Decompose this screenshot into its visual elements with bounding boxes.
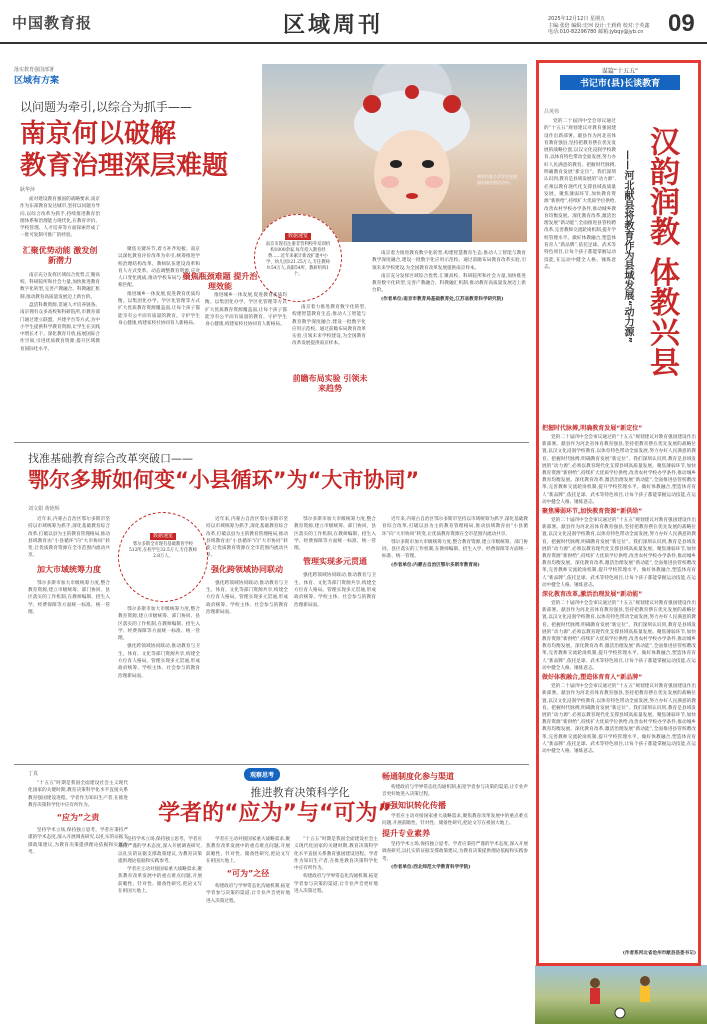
mid-col-3 <box>206 516 288 756</box>
mid-col-4-para-1: 鄂尔多斯市加大市级统筹力度,整合教育资源,建立市级统筹、部门协同、县区落实的工作机制,在教师编制、招生入学、经费保障等方面统一标准、统一管理。 <box>294 517 376 552</box>
feature-subhead-1: 把握时代脉搏,明确教育发展“新定位” <box>542 425 643 432</box>
feature-para-1: 党的二十届四中全会审议通过的“十五五”规划建议对教育强国建设作出新部署。献县作为河北省体育教育强县,坚持把教育摆在优先发展的战略位置,以汉文化浸润学校教育,以体育特色带动全面发展,努力办好人民满意的教育。把握时代脉搏,明确教育发展“新定位”。我们深刻认识到,教育是县域发展的“动力源”,必须以教育现代化支撑县域高质量发展。聚焦薄弱环节,加快教育资源“新供给”,持续扩大优质学位供给,改善农村学校办学条件,推动城乡教育均衡发展。深化教育改革,激活治理发展“新动能”,全面推进县管校聘改革,完善教师交流轮岗机制,提升学校管理水平。做好体教融合,塑造体育育人“新品牌”,依托足球、武术等特色项目,让每个孩子都能掌握运动技能,在运动中健全人格、锤炼意志。 <box>542 435 696 505</box>
mid-col-1-para-1: 近年来,内蒙古自治区鄂尔多斯市坚持以市域统筹为抓手,深化基础教育综合改革,打破以县为主的教育管理格局,推动县域教育由“小县循环”向“大市协同”转变,让优质教育资源在全市范围内流动共享。 <box>28 517 110 559</box>
divider-1 <box>14 442 529 443</box>
feature-byline: 吕英伟 <box>544 109 560 115</box>
soccer-players-illustration <box>535 965 707 1024</box>
photo-caption: 南京市某小学学生在校园京剧社团活动中。 <box>477 174 517 185</box>
feature-title: 汉韵润教 体教兴县 <box>644 126 679 377</box>
mid-headline: 鄂尔多斯如何变“小县循环”为“大市协同” <box>28 468 420 492</box>
mid-col-3-para-2: 强化跨领域协同联动,推动教育与卫生、体育、文化等部门资源共享,构建全方位育人格局。管理实现多元贯通,形成政府统筹、学校主体、社会参与的教育治理新局面。 <box>206 580 288 615</box>
feature-intro-col <box>544 118 616 418</box>
feature-column-kicker: 谋篇“十五五” <box>601 68 639 75</box>
divider-2 <box>14 764 529 765</box>
bottom-subhead-1: “应为”之责 <box>56 813 100 823</box>
editor-line: 主编:张倍 编辑:史珂 设计:王莉莉 校对:于英鑫 <box>548 22 650 29</box>
bottom-subhead-3: 畅通制度化参与渠道 <box>382 772 454 781</box>
top-subhead-1: 汇聚优势动能 激发创新潜力 <box>22 245 98 265</box>
feature-column-head <box>560 66 680 90</box>
feature-column-title: 书记市(县)长谈教育 <box>560 75 680 90</box>
bottom-subhead-4: 加强知识转化传播 <box>382 800 446 810</box>
phone-line: 电话:010-82296780 邮箱:jybqy@jyb.cn <box>548 29 644 35</box>
mid-col-4-para-2: 强化跨领域协同联动,推动教育与卫生、体育、文化等部门资源共享,构建全方位育人格局。管理实现多元贯通,形成政府统筹、学校主体、社会参与的教育治理新局面。 <box>294 573 376 608</box>
feature-subhead-4: 做好体教融合,塑造体育育人“新品牌” <box>542 674 643 682</box>
masthead-meta <box>548 16 650 36</box>
mid-kicker: 找准基础教育综合改革突破口—— <box>28 452 193 465</box>
top-col-5 <box>372 250 526 434</box>
top-byline: 耿华萍 <box>20 187 36 193</box>
mid-data-box <box>118 512 208 602</box>
bottom-kicker: 推进教育决策科学化 <box>250 786 350 799</box>
column-tag-block <box>14 66 124 88</box>
soccer-photo <box>535 965 707 1024</box>
top-headline-line2: 教育治理深层难题 <box>20 151 229 181</box>
feature-subhead-3: 深化教育改革,激活治理发展“新动能” <box>542 591 643 599</box>
feature-para-3: 党的二十届四中全会审议通过的“十五五”规划建议对教育强国建设作出新部署。献县作为河北省体育教育强县,坚持把教育摆在优先发展的战略位置,以汉文化浸润学校教育,以体育特色带动全面发展,努力办好人民满意的教育。把握时代脉搏,明确教育发展“新定位”。我们深刻认识到,教育是县域发展的“动力源”,必须以教育现代化支撑县域高质量发展。聚焦薄弱环节,加快教育资源“新供给”,持续扩大优质学位供给,改善农村学校办学条件,推动城乡教育均衡发展。深化教育改革,激活治理发展“新动能”,全面推进县管校聘改革,完善教师交流轮岗机制,提升学校管理水平。做好体教融合,塑造体育育人“新品牌”,依托足球、武术等特色项目,让每个孩子都能掌握运动技能,在运动中健全人格、锤炼意志。 <box>542 601 696 671</box>
bottom-col-4-para-1: “十五五”时期是我国全面建设社会主义现代化国家的关键时期,教育决策科学化水平直接关系教育强国建设进程。学者作为知识生产者,在推进教育决策科学化中应有所作为。 <box>294 837 378 872</box>
top-kicker: 以问题为牵引,以综合为抓手—— <box>20 100 192 114</box>
top-col-3-para-1: 推进城乡一体发展,促进教育优质均衡。以集团化办学、学区化管理等方式扩大优质教育资源覆盖面,让每个孩子都能享有公平而有质量的教育。守护学生身心健康,构建家校社协同育人新格局。 <box>205 293 287 328</box>
bottom-headline: 学者的“应为”与“可为” <box>158 801 392 826</box>
bottom-col-5-para-2: 学者应主动对接国家重大战略需求,聚焦教育改革发展中的重点难点问题,开展前瞻性、针对性、储备性研究,把论文写在祖国大地上。 <box>382 813 528 826</box>
feature-intro: 党的二十届四中全会审议通过的“十五五”规划建议对教育强国建设作出新部署。献县作为河北省体育教育强县,坚持把教育摆在优先发展的战略位置,以汉文化浸润学校教育,以体育特色带动全面发展,努力办好人民满意的教育。把握时代脉搏,明确教育发展“新定位”。我们深刻认识到,教育是县域发展的“动力源”,必须以教育现代化支撑县域高质量发展。聚焦薄弱环节,加快教育资源“新供给”,持续扩大优质学位供给,改善农村学校办学条件,推动城乡教育均衡发展。深化教育改革,激活治理发展“新动能”,全面推进县管校聘改革,完善教师交流轮岗机制,提升学校管理水平。做好体教融合,塑造体育育人“新品牌”,依托足球、武术等特色项目,让每个孩子都能掌握运动技能,在运动中健全人格、锤炼意志。 <box>544 119 616 270</box>
top-col-4-para-1: 南京着力推进教育数字化转型,构建智慧教育生态,推动人工智能与教育教学深度融合,建设一批数字化应用示范校。通过前瞻布局教育改革实验,引领未来学校建设,为全国教育改革发展提供南京样本。 <box>292 305 366 347</box>
bottom-col-5-para-3: 坚持学术立场,保持独立思考。学者应秉持严谨的学术态度,深入开展调查研究,以扎实的证据支撑政策建议,为教育决策提供理论依据和实践参考。 <box>382 842 528 862</box>
mid-data-text: 鄂尔多斯全市现有基础教育学校512所,在校学生33.5万人,专任教师2.8万人。 <box>129 542 197 559</box>
mid-author-note: (作者单位:内蒙古自治区鄂尔多斯市教育局) <box>391 562 480 568</box>
bottom-col-4-para-2: 构建政府与学界常态化沟通机制,拓宽学者参与决策的渠道,让专业声音更好地进入决策过程。 <box>294 874 378 895</box>
page-number: 09 <box>668 10 695 37</box>
top-data-text: 南京市现有注册非营利校外培训机构1000余家,每年投入教育经费……近年来累计新改扩建中小学、幼儿园121.25万人,专任教师9.54万人,高职54所、教研机构1个。 <box>265 242 331 277</box>
feature-para-4: 党的二十届四中全会审议通过的“十五五”规划建议对教育强国建设作出新部署。献县作为河北省体育教育强县,坚持把教育摆在优先发展的战略位置,以汉文化浸润学校教育,以体育特色带动全面发展,努力办好人民满意的教育。把握时代脉搏,明确教育发展“新定位”。我们深刻认识到,教育是县域发展的“动力源”,必须以教育现代化支撑县域高质量发展。聚焦薄弱环节,加快教育资源“新供给”,持续扩大优质学位供给,改善农村学校办学条件,推动城乡教育均衡发展。深化教育改革,激活治理发展“新动能”,全面推进县管校聘改革,完善教师交流轮岗机制,提升学校管理水平。做好体教融合,塑造体育育人“新品牌”,依托足球、武术等特色项目,让每个孩子都能掌握运动技能,在运动中健全人格、锤炼意志。 <box>542 684 696 754</box>
mid-subhead-1: 加大市域统筹力度 <box>37 564 101 574</box>
mid-col-3-para-1: 近年来,内蒙古自治区鄂尔多斯市坚持以市域统筹为抓手,深化基础教育综合改革,打破以县为主的教育管理格局,推动县域教育由“小县循环”向“大市协同”转变,让优质教育资源在全市范围内流动共享。 <box>206 517 288 559</box>
column-kicker: 落实教育强国部署 <box>14 67 55 73</box>
mid-col-4 <box>294 516 376 756</box>
mid-col-5 <box>382 516 528 756</box>
date-line: 2025年12月12日 星期五 <box>548 16 606 22</box>
bottom-col-4 <box>294 836 378 1014</box>
top-col-5-para-1: 南京着力推进教育数字化转型,构建智慧教育生态,推动人工智能与教育教学深度融合,建设一批数字化应用示范校。通过前瞻布局教育改革实验,引领未来学校建设,为全国教育改革发展提供南京样本。 <box>372 251 526 271</box>
top-col-5-para-2: 南京充分发挥区域综合优势,汇聚高校、科研院所和社会力量,加快推进教育数字化转型,完善产教融合、科教融汇机制,推动教育高质量发展迈上新台阶。 <box>372 273 526 294</box>
mid-col-2 <box>118 606 200 756</box>
feature-body <box>542 424 696 960</box>
top-data-tag: 数据速览 <box>285 233 311 240</box>
mid-col-5-para-2: 鄂尔多斯市加大市级统筹力度,整合教育资源,建立市级统筹、部门协同、县区落实的工作机制,在教师编制、招生入学、经费保障等方面统一标准、统一管理。 <box>382 539 528 560</box>
bottom-col-1-para-1: “十五五”时期是我国全面建设社会主义现代化国家的关键时期,教育决策科学化水平直接关系教育强国建设进程。学者作为知识生产者,在推进教育决策科学化中应有所作为。 <box>28 781 128 808</box>
mid-col-1 <box>28 516 110 756</box>
top-col-1-para-1: 面对建设教育强国的战略要求,南京作为东部教育发达城市,坚持以问题为导向,以综合改革为抓手,持续推进教育治理体系和治理能力现代化,在教育评价、学校管理、人才培养等方面探索形成了一批可复制可推广的经验。 <box>20 197 100 239</box>
top-col-1-para-3: 盘活科教资源,贯通人才培养链条。南京拥有众多高校和科研院所,市教育部门通过建立联盟、共建平台等方式,为中小学生提供科学教育资源,让学生在实践中增长才干。深化教育开放,拓展国际合作空间,引进优质教育资源,提升区域教育国际化水平。 <box>20 302 100 352</box>
top-headline-line1: 南京何以破解 <box>20 119 177 149</box>
top-author-note: (作者单位:南京市教育局基础教育处,江苏省教育科学研究院) <box>381 296 504 302</box>
bottom-col-3-para-1: 学者应主动对接国家重大战略需求,聚焦教育改革发展中的重点难点问题,开展前瞻性、针对性、储备性研究,把论文写在祖国大地上。 <box>206 837 290 864</box>
newspaper-logo: 中国教育报 <box>12 14 93 32</box>
bottom-col-2-para-1: 坚持学术立场,保持独立思考。学者应秉持严谨的学术态度,深入开展调查研究,以扎实的证据支撑政策建议,为教育决策提供理论依据和实践参考。 <box>118 837 202 864</box>
mid-data-tag: 数据速览 <box>150 533 176 540</box>
top-col-1-para-2: 南京充分发挥区域综合优势,汇聚高校、科研院所和社会力量,加快推进教育数字化转型,完善产教融合、科教融汇机制,推动教育高质量发展迈上新台阶。 <box>20 272 100 300</box>
mid-col-2-para-1: 鄂尔多斯市加大市级统筹力度,整合教育资源,建立市级统筹、部门协同、县区落实的工作机制,在教师编制、招生入学、经费保障等方面统一标准、统一管理。 <box>118 607 200 642</box>
column-tag: 区域有方案 <box>14 76 60 86</box>
top-col-2-para-1: 聚焦关键环节,着力补齐短板。南京以深化教育评价改革为牵引,统筹推进学校治理结构改革、教师队伍建设改革和育人方式变革。动态调整教育资源,应对人口变化挑战,推动学校布局与人口分布相匹配。 <box>118 247 200 289</box>
mid-col-5-para-1: 近年来,内蒙古自治区鄂尔多斯市坚持以市域统筹为抓手,深化基础教育综合改革,打破以县为主的教育管理格局,推动县域教育由“小县循环”向“大市协同”转变,让优质教育资源在全市范围内流动共享。 <box>382 517 528 537</box>
mid-col-1-para-2: 鄂尔多斯市加大市级统筹力度,整合教育资源,建立市级统筹、部门协同、县区落实的工作机制,在教师编制、招生入学、经费保障等方面统一标准、统一管理。 <box>28 580 110 615</box>
mid-subhead-2: 强化跨领域协同联动 <box>211 564 283 574</box>
bottom-col-1-para-2: 坚持学术立场,保持独立思考。学者应秉持严谨的学术态度,深入开展调查研究,以扎实的证据支撑政策建议,为教育决策提供理论依据和实践参考。 <box>28 828 128 856</box>
bottom-col-5-para-1: 构建政府与学界常态化沟通机制,拓宽学者参与决策的渠道,让专业声音更好地进入决策过程。 <box>382 785 528 798</box>
top-col-2-para-2: 推进城乡一体发展,促进教育优质均衡。以集团化办学、学区化管理等方式扩大优质教育资源覆盖面,让每个孩子都能享有公平而有质量的教育。守护学生身心健康,构建家校社协同育人新格局。 <box>118 291 200 326</box>
top-subhead-2: 聚焦瓶颈难题 提升治理效能 <box>182 272 258 291</box>
mid-byline: 刘文娟 黄艳辉 <box>28 506 60 512</box>
feature-subtitle: ——河北献县将教育作为县域发展“动力源” <box>622 150 633 344</box>
bottom-byline: 丁真 <box>28 771 39 777</box>
top-subhead-3: 前瞻布局实验 引领未来趋势 <box>292 374 368 393</box>
mid-subhead-3: 管理实现多元贯通 <box>303 557 367 567</box>
top-headline <box>20 118 270 182</box>
bottom-col-2 <box>118 836 202 1014</box>
top-col-4 <box>292 304 366 434</box>
top-data-box <box>254 214 342 302</box>
bottom-author-note: (作者单位:西北师范大学教育科学学院) <box>391 865 471 871</box>
feature-author-note: (作者系河北省沧州市献县县委书记) <box>622 951 696 956</box>
top-col-3 <box>205 292 287 434</box>
bottom-col-3-para-2: 构建政府与学界常态化沟通机制,拓宽学者参与决策的渠道,让专业声音更好地进入决策过程。 <box>206 884 290 904</box>
bottom-col-1 <box>28 780 128 1014</box>
bottom-subhead-2: “可为”之径 <box>226 869 270 879</box>
bottom-col-5 <box>382 770 528 1014</box>
feature-para-2: 党的二十届四中全会审议通过的“十五五”规划建议对教育强国建设作出新部署。献县作为河北省体育教育强县,坚持把教育摆在优先发展的战略位置,以汉文化浸润学校教育,以体育特色带动全面发展,努力办好人民满意的教育。把握时代脉搏,明确教育发展“新定位”。我们深刻认识到,教育是县域发展的“动力源”,必须以教育现代化支撑县域高质量发展。聚焦薄弱环节,加快教育资源“新供给”,持续扩大优质学位供给,改善农村学校办学条件,推动城乡教育均衡发展。深化教育改革,激活治理发展“新动能”,全面推进县管校聘改革,完善教师交流轮岗机制,提升学校管理水平。做好体教融合,塑造体育育人“新品牌”,依托足球、武术等特色项目,让每个孩子都能掌握运动技能,在运动中健全人格、锤炼意志。 <box>542 518 696 588</box>
section-title: 区域周刊 <box>283 12 384 38</box>
bottom-tag: 观察思考 <box>244 768 280 781</box>
top-col-1 <box>20 196 100 434</box>
bottom-subhead-5: 提升专业素养 <box>382 829 430 839</box>
top-subhead-2-box <box>180 272 260 292</box>
bottom-col-2-para-2: 学者应主动对接国家重大战略需求,聚焦教育改革发展中的重点难点问题,开展前瞻性、针对性、储备性研究,把论文写在祖国大地上。 <box>118 867 202 895</box>
bottom-col-3 <box>206 836 290 1014</box>
feature-subhead-2: 聚焦薄弱环节,加快教育资源“新供给” <box>542 508 643 516</box>
top-subhead-3-box <box>292 374 368 394</box>
mid-col-2-para-2: 强化跨领域协同联动,推动教育与卫生、体育、文化等部门资源共享,构建全方位育人格局。管理实现多元贯通,形成政府统筹、学校主体、社会参与的教育治理新局面。 <box>118 644 200 679</box>
